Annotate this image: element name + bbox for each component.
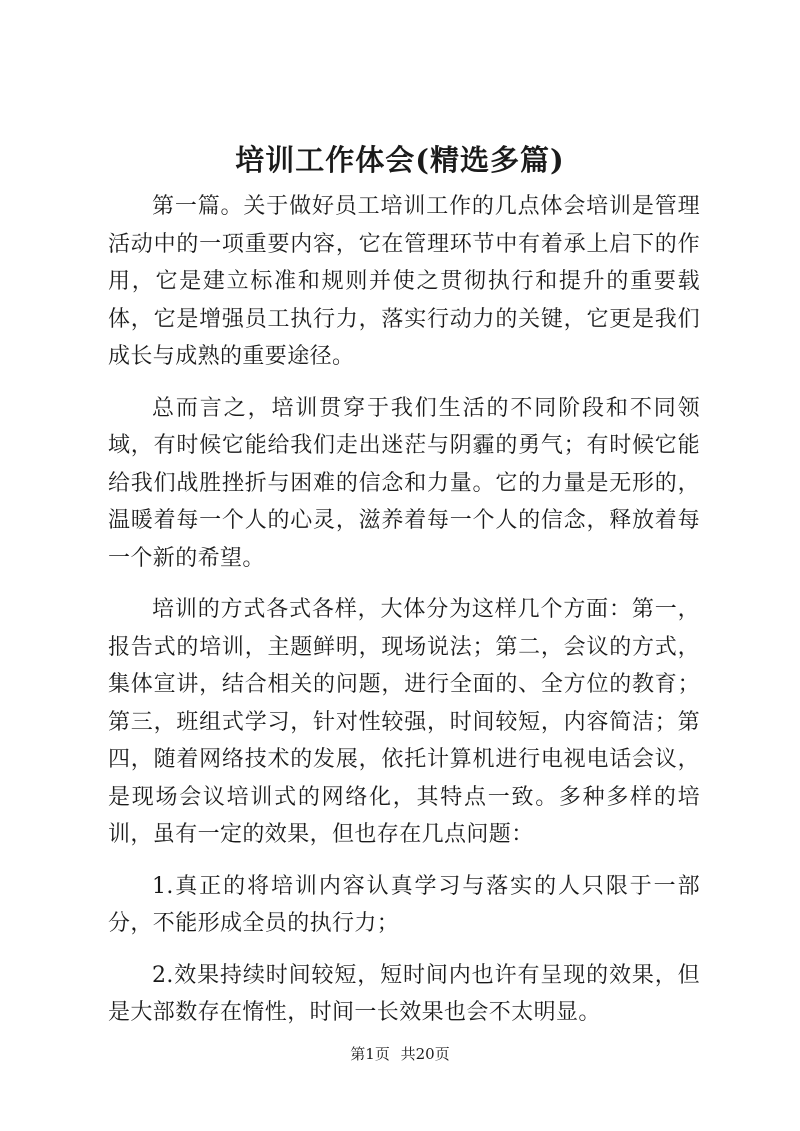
page-number: 第1页 [350,1045,390,1063]
paragraph-4: 1.真正的将培训内容认真学习与落实的人只限于一部分，不能形成全员的执行力； [108,873,700,936]
paragraph-3: 培训的方式各式各样，大体分为这样几个方面：第一，报告式的培训，主题鲜明，现场说法；第二，会议的方式，集体宣讲，结合相关的问题，进行全面的、全方位的教育；第三，班组式学习，针对性较强，时间较短，内容简洁；第四，随着网络技术的发展，依托计算机进行电视电话会议，是现场会议培训式的网络化，其特点一致。多种多样的培训，虽有一定的效果，但也存在几点问题： [108,597,700,847]
paragraph-5: 2.效果持续时间较短，短时间内也许有呈现的效果，但是大部数存在惰性，时间一长效果也会不太明显。 [108,962,700,1025]
document-title: 培训工作体会(精选多篇) [235,143,565,177]
document-body [108,188,700,1046]
page-footer [0,1044,800,1064]
page-total: 共20页 [400,1045,450,1063]
paragraph-1: 第一篇。关于做好员工培训工作的几点体会培训是管理活动中的一项重要内容，它在管理环节中有着承上启下的作用，它是建立标准和规则并使之贯彻执行和提升的重要载体，它是增强员工执行力，落实行动力的关键，它更是我们成长与成熟的重要途径。 [108,194,700,369]
paragraph-2: 总而言之，培训贯穿于我们生活的不同阶段和不同领域，有时候它能给我们走出迷茫与阴霾的勇气；有时候它能给我们战胜挫折与困难的信念和力量。它的力量是无形的，温暖着每一个人的心灵，滋养着每一个人的信念，释放着每一个新的希望。 [108,395,700,571]
